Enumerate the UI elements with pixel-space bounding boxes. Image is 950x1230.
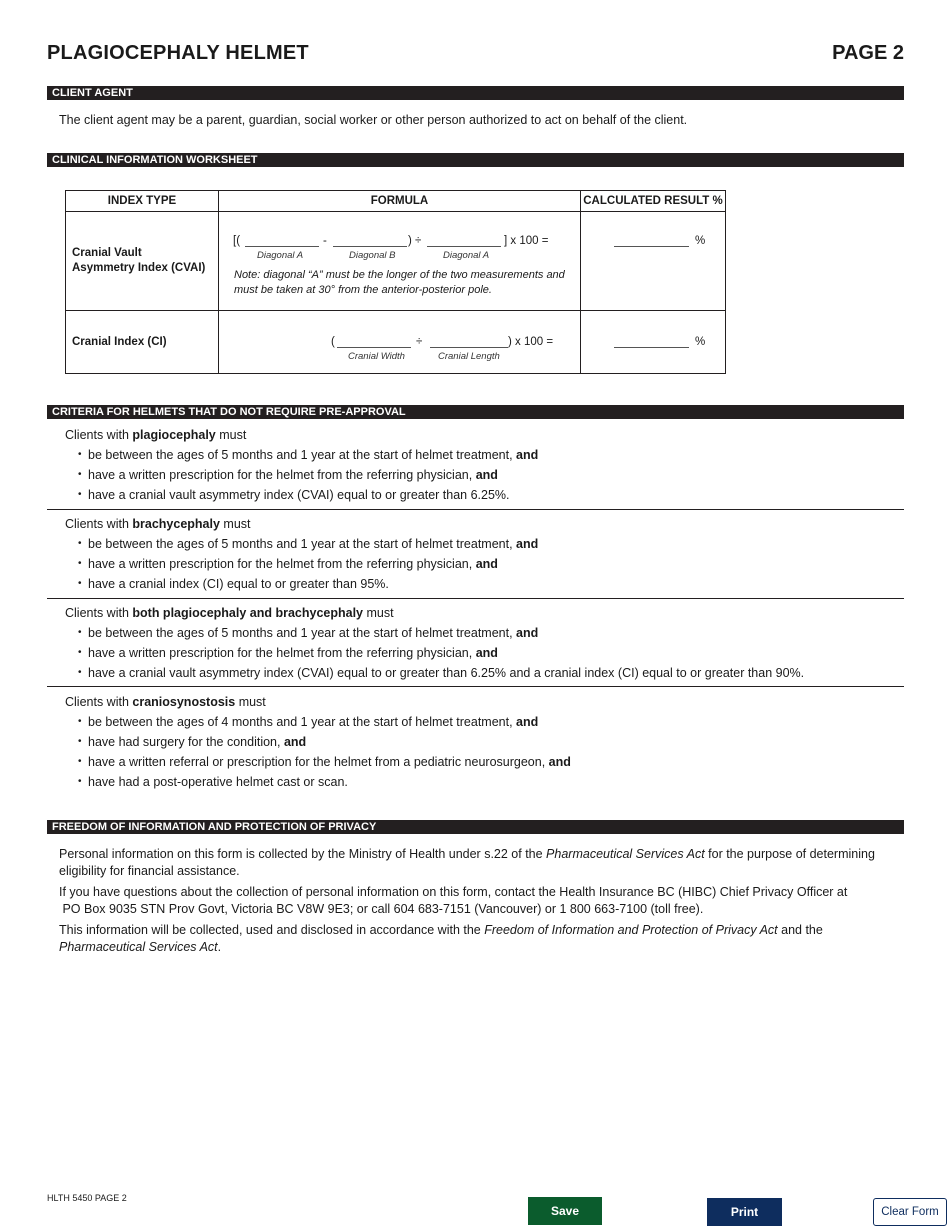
cvai-percent: % xyxy=(695,235,706,247)
criteria-group-plagiocephaly xyxy=(65,425,538,505)
cvai-diagonal-b-input[interactable] xyxy=(333,235,407,247)
cvai-result xyxy=(581,212,726,311)
section-header-criteria: CRITERIA FOR HELMETS THAT DO NOT REQUIRE PRE-APPROVAL xyxy=(47,405,904,419)
list-item: • have a written prescription for the helmet from the referring physician, and xyxy=(65,643,804,663)
cvai-label-line1: Cranial Vault xyxy=(72,247,142,259)
ci-result xyxy=(581,311,726,374)
cvai-sub-diagonal-b: Diagonal B xyxy=(349,250,396,261)
ci-open-paren: ( xyxy=(331,336,335,348)
lead-suffix: must xyxy=(215,428,247,442)
ci-sub-length: Cranial Length xyxy=(438,351,500,362)
cvai-note: Note: diagonal “A” must be the longer of the two measurements and must be taken at 30° from the anterior-posterior pole. xyxy=(234,269,565,296)
section-header-privacy: FREEDOM OF INFORMATION AND PROTECTION OF PRIVACY xyxy=(47,820,904,834)
cvai-multiply: ] x 100 = xyxy=(504,235,549,247)
ci-formula xyxy=(219,311,581,374)
lead-prefix: Clients with xyxy=(65,606,133,620)
list-item: • be between the ages of 5 months and 1 year at the start of helmet treatment, and xyxy=(65,445,538,465)
divider xyxy=(47,598,904,599)
ci-length-input[interactable] xyxy=(430,336,508,348)
lead-condition: brachycephaly xyxy=(132,517,220,531)
privacy-paragraph-3: This information will be collected, used and disclosed in accordance with the Freedom of Information and Protection of Privacy Act and the Pharmaceutical Services Act. xyxy=(59,923,823,954)
lead-suffix: must xyxy=(219,517,251,531)
criteria-group-brachycephaly xyxy=(65,514,538,594)
clinical-worksheet-table xyxy=(65,190,726,374)
section-header-client-agent: CLIENT AGENT xyxy=(47,86,904,100)
col-index-type: INDEX TYPE xyxy=(66,191,219,212)
cvai-open-bracket: [( xyxy=(233,235,241,247)
privacy-paragraph-1: Personal information on this form is collected by the Ministry of Health under s.22 of the Pharmaceutical Services Act for the purpose of determining eligibility for financial assistance. xyxy=(59,847,875,878)
lead-suffix: must xyxy=(363,606,394,620)
cvai-row xyxy=(66,212,726,311)
lead-suffix: must xyxy=(235,695,266,709)
criteria-lead xyxy=(65,514,538,534)
cvai-label-line2: Asymmetry Index (CVAI) xyxy=(72,262,206,274)
list-item: • have a written referral or prescription for the helmet from a pediatric neurosurgeon, and xyxy=(65,752,571,772)
col-formula: FORMULA xyxy=(219,191,581,212)
list-item: • have had surgery for the condition, and xyxy=(65,732,571,752)
criteria-group-craniosynostosis xyxy=(65,692,571,792)
list-item: • be between the ages of 4 months and 1 year at the start of helmet treatment, and xyxy=(65,712,571,732)
divider xyxy=(47,686,904,687)
print-button[interactable]: Print xyxy=(707,1198,782,1226)
cvai-sub-diagonal-a2: Diagonal A xyxy=(443,250,490,261)
divider xyxy=(47,509,904,510)
criteria-group-both xyxy=(65,603,804,683)
save-button[interactable]: Save xyxy=(528,1197,602,1225)
ci-row xyxy=(66,311,726,374)
list-item: • have a cranial index (CI) equal to or greater than 95%. xyxy=(65,574,538,594)
ci-percent: % xyxy=(695,336,706,348)
form-title: PLAGIOCEPHALY HELMET xyxy=(47,42,309,64)
cvai-result-input[interactable] xyxy=(614,235,689,247)
cvai-divide: ) ÷ xyxy=(408,235,422,247)
lead-condition: craniosynostosis xyxy=(132,695,236,709)
ci-sub-width: Cranial Width xyxy=(348,351,405,362)
lead-prefix: Clients with xyxy=(65,517,133,531)
cvai-label xyxy=(66,212,219,311)
lead-prefix: Clients with xyxy=(65,695,133,709)
cvai-minus: - xyxy=(323,235,327,247)
list-item: • have a written prescription for the helmet from the referring physician, and xyxy=(65,554,538,574)
ci-multiply: ) x 100 = xyxy=(508,336,554,348)
clear-form-button[interactable]: Clear Form xyxy=(873,1198,947,1226)
list-item: • be between the ages of 5 months and 1 year at the start of helmet treatment, and xyxy=(65,534,538,554)
section-header-worksheet: CLINICAL INFORMATION WORKSHEET xyxy=(47,153,904,167)
lead-condition: both plagiocephaly and brachycephaly xyxy=(132,606,363,620)
client-agent-text: The client agent may be a parent, guardian, social worker or other person authorized to act on behalf of the client. xyxy=(59,113,688,127)
lead-prefix: Clients with xyxy=(65,428,133,442)
ci-divide: ÷ xyxy=(416,336,423,348)
list-item: • have a written prescription for the helmet from the referring physician, and xyxy=(65,465,538,485)
criteria-lead xyxy=(65,603,804,623)
page-number: PAGE 2 xyxy=(832,42,904,64)
ci-label: Cranial Index (CI) xyxy=(66,311,219,374)
list-item: • have a cranial vault asymmetry index (CVAI) equal to or greater than 6.25%. xyxy=(65,485,538,505)
cvai-formula xyxy=(219,212,581,311)
form-code: HLTH 5450 PAGE 2 xyxy=(47,1193,127,1203)
list-item: • be between the ages of 5 months and 1 year at the start of helmet treatment, and xyxy=(65,623,804,643)
cvai-sub-diagonal-a: Diagonal A xyxy=(257,250,304,261)
col-calculated-result: CALCULATED RESULT % xyxy=(581,191,726,212)
cvai-diagonal-a-input[interactable] xyxy=(245,235,319,247)
privacy-paragraph-2: If you have questions about the collection of personal information on this form, contact the Health Insurance BC (HIBC) Chief Privacy Officer at PO Box 9035 STN Prov Govt, Victoria BC V8W 9E3; or call 604 683-7151 (Vancouver) or 1 800 663-7100 (toll free). xyxy=(59,885,848,916)
list-item: • have had a post-operative helmet cast or scan. xyxy=(65,772,571,792)
ci-width-input[interactable] xyxy=(337,336,411,348)
ci-result-input[interactable] xyxy=(614,336,689,348)
criteria-lead xyxy=(65,425,538,445)
cvai-diagonal-a2-input[interactable] xyxy=(427,235,501,247)
criteria-lead xyxy=(65,692,571,712)
lead-condition: plagiocephaly xyxy=(132,428,216,442)
list-item: • have a cranial vault asymmetry index (CVAI) equal to or greater than 6.25% and a cranial index (CI) equal to or greater than 90%. xyxy=(65,663,804,683)
